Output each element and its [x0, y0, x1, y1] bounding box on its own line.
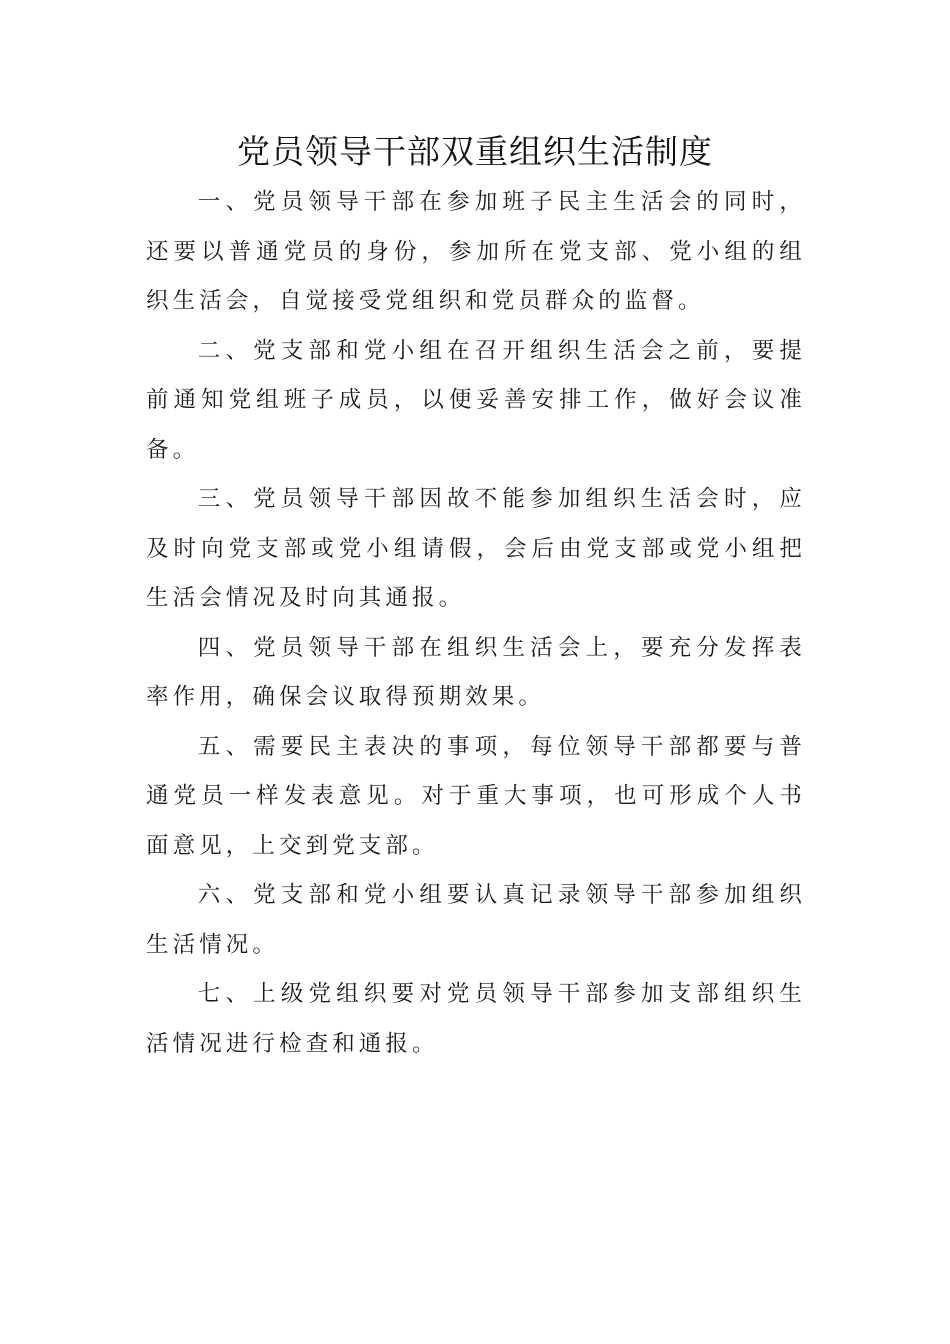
paragraph-7: 七、上级党组织要对党员领导干部参加支部组织生活情况进行检查和通报。	[146, 981, 806, 1057]
paragraph-3: 三、党员领导干部因故不能参加组织生活会时，应及时向党支部或党小组请假，会后由党支部或党小组把生活会情况及时向其通报。	[146, 486, 806, 611]
document-body	[146, 178, 806, 1069]
paragraph-6: 六、党支部和党小组要认真记录领导干部参加组织生活情况。	[146, 882, 806, 958]
paragraph-2: 二、党支部和党小组在召开组织生活会之前，要提前通知党组班子成员，以便妥善安排工作，做好会议准备。	[146, 337, 806, 463]
paragraph-5: 五、需要民主表决的事项，每位领导干部都要与普通党员一样发表意见。对于重大事项，也可形成个人书面意见，上交到党支部。	[146, 733, 806, 859]
document-title: 党员领导干部双重组织生活制度	[237, 132, 713, 171]
paragraph-4: 四、党员领导干部在组织生活会上，要充分发挥表率作用，确保会议取得预期效果。	[146, 634, 806, 710]
paragraph-1: 一、党员领导干部在参加班子民主生活会的同时，还要以普通党员的身份，参加所在党支部、党小组的组织生活会，自觉接受党组织和党员群众的监督。	[146, 189, 806, 314]
